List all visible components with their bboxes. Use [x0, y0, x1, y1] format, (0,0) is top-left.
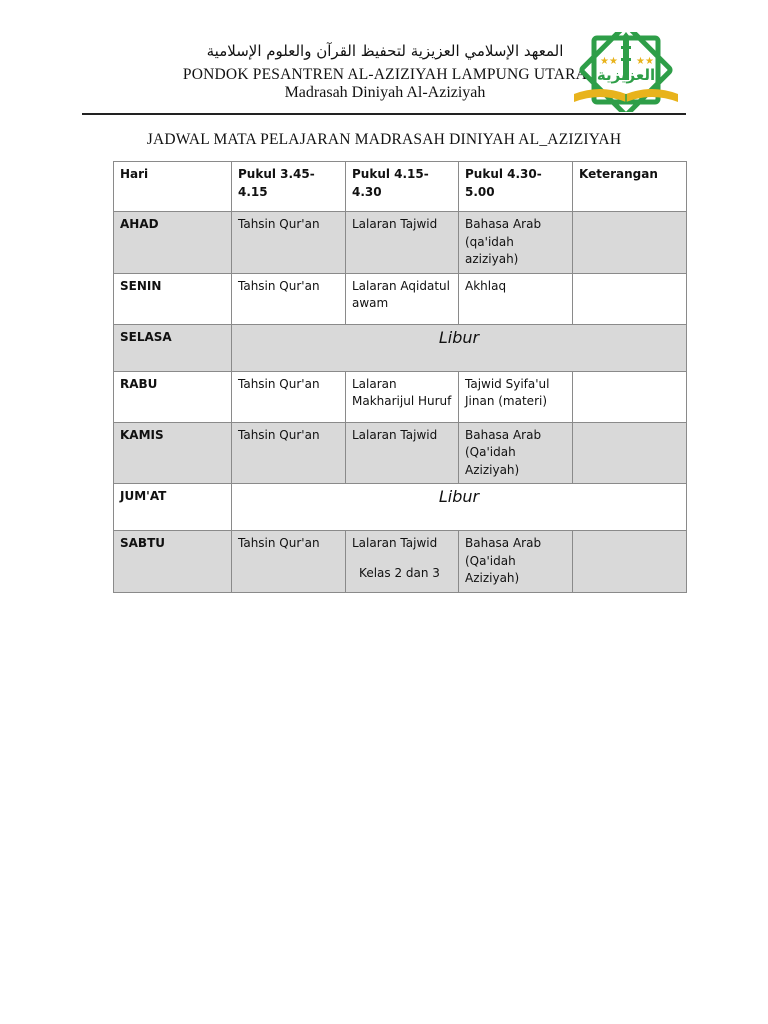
open-book-icon [574, 89, 678, 102]
subject-cell: Bahasa Arab (Qa'idah Aziziyah) [459, 422, 573, 484]
day-cell: AHAD [114, 212, 232, 274]
class-caption: Kelas 2 dan 3 [359, 566, 440, 580]
day-cell: SELASA [114, 324, 232, 371]
day-cell: RABU [114, 371, 232, 422]
subject-cell: Tajwid Syifa'ul Jinan (materi) [459, 371, 573, 422]
subject-cell: Lalaran Tajwid [346, 422, 459, 484]
day-cell: SABTU [114, 531, 232, 593]
header-cell-slot-3: Pukul 4.30-5.00 [459, 162, 573, 212]
subject-cell: Bahasa Arab (Qa'idah Aziziyah) [459, 531, 573, 593]
table-row-senin [114, 273, 687, 324]
day-cell: JUM'AT [114, 484, 232, 531]
letterhead [0, 0, 768, 118]
subject-cell: Lalaran Makharijul Huruf [346, 371, 459, 422]
header-cell-keterangan: Keterangan [573, 162, 687, 212]
table-row-selasa [114, 324, 687, 371]
subject-cell: Lalaran Tajwid [346, 531, 459, 593]
header-divider [82, 113, 686, 115]
subject-cell: Lalaran Tajwid [346, 212, 459, 274]
madrasah-name: Madrasah Diniyah Al-Aziziyah [284, 84, 486, 101]
svg-text:★★: ★★ [636, 56, 654, 67]
subject-cell: Tahsin Qur'an [232, 422, 346, 484]
table-row-kamis [114, 422, 687, 484]
subject-cell: Tahsin Qur'an [232, 212, 346, 274]
header-cell-slot-1: Pukul 3.45-4.15 [232, 162, 346, 212]
pondok-name: PONDOK PESANTREN AL-AZIZIYAH LAMPUNG UTARA [182, 66, 588, 83]
subject-cell: Bahasa Arab (qa'idah aziziyah) [459, 212, 573, 274]
libur-cell: Libur [232, 484, 687, 531]
institution-logo [570, 32, 682, 112]
subject-cell: Lalaran Aqidatul awam [346, 273, 459, 324]
svg-text:★★: ★★ [600, 56, 618, 67]
table-row-sabtu [114, 531, 687, 593]
note-cell [573, 212, 687, 274]
schedule-table [113, 161, 687, 593]
arabic-institution-name: المعهد الإسلامي العزيزية لتحفيظ القرآن والعلوم الإسلامية [206, 42, 564, 60]
header-cell-hari: Hari [114, 162, 232, 212]
note-cell [573, 531, 687, 593]
day-cell: SENIN [114, 273, 232, 324]
libur-cell: Libur [232, 324, 687, 371]
note-cell [573, 422, 687, 484]
subject-cell: Akhlaq [459, 273, 573, 324]
header-cell-slot-2: Pukul 4.15-4.30 [346, 162, 459, 212]
note-cell [573, 273, 687, 324]
subject-cell: Tahsin Qur'an [232, 531, 346, 593]
table-row-ahad [114, 212, 687, 274]
schedule-title: JADWAL MATA PELAJARAN MADRASAH DINIYAH AL_AZIZIYAH [146, 131, 622, 148]
subject-cell: Tahsin Qur'an [232, 371, 346, 422]
note-cell [573, 371, 687, 422]
subject-cell: Tahsin Qur'an [232, 273, 346, 324]
table-row-rabu [114, 371, 687, 422]
table-header-row [114, 162, 687, 212]
table-row-jumat [114, 484, 687, 531]
logo-wordmark: العزيزية [596, 66, 656, 84]
day-cell: KAMIS [114, 422, 232, 484]
